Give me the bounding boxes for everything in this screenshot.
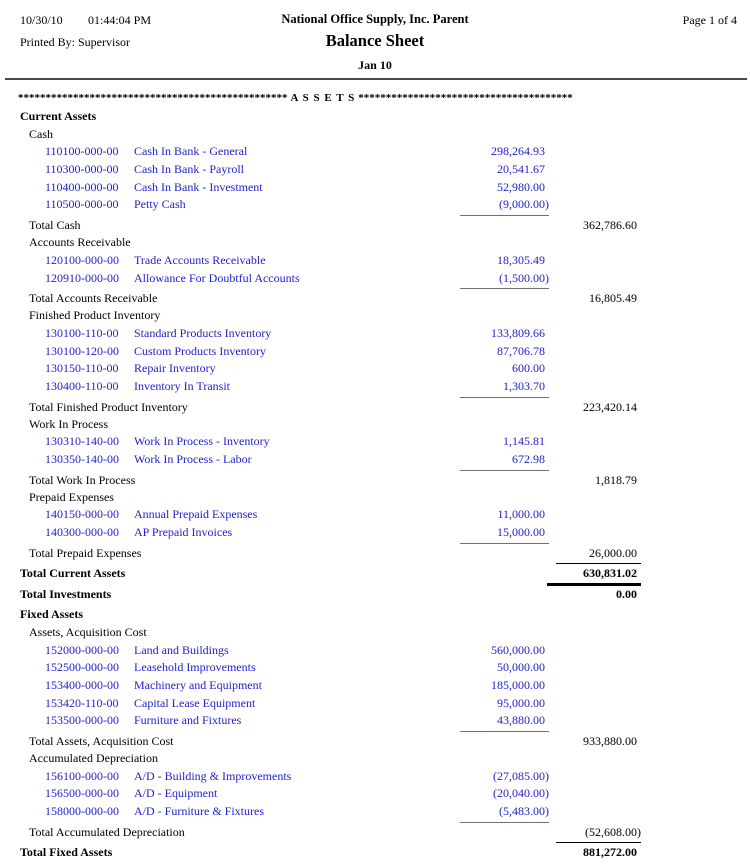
row-amount: 362,786.60: [583, 218, 637, 233]
row-amount: 26,000.00: [589, 545, 637, 560]
account-description: Petty Cash: [134, 197, 186, 212]
account-description: Cash In Bank - General: [134, 144, 248, 159]
account-description: Standard Products Inventory: [134, 325, 272, 340]
account-row: [0, 325, 750, 343]
rule-line: [460, 822, 549, 823]
report-rows: [0, 108, 750, 861]
row-label: Total Cash: [29, 218, 81, 233]
grandtotal-row: [0, 844, 750, 862]
account-description: Leasehold Improvements: [134, 660, 256, 675]
row-amount: 630,831.02: [583, 565, 637, 580]
subsection-header-row: [0, 624, 750, 642]
row-label: Current Assets: [20, 109, 97, 123]
account-row: [0, 677, 750, 695]
account-amount: 1,145.81: [503, 434, 545, 449]
account-row: [0, 343, 750, 361]
account-description: Custom Products Inventory: [134, 343, 266, 358]
banner-right-stars: ***************************************: [358, 92, 573, 104]
account-number: 158000-000-00: [45, 804, 119, 818]
account-description: Allowance For Doubtful Accounts: [134, 270, 300, 285]
account-row: [0, 524, 750, 542]
report-period: Jan 10: [358, 58, 392, 72]
row-label: Total Accumulated Depreciation: [29, 824, 185, 839]
account-row: [0, 433, 750, 451]
account-amount: 18,305.49: [497, 252, 545, 267]
account-row: [0, 378, 750, 396]
account-row: [0, 785, 750, 803]
row-label: Work In Process: [29, 416, 109, 431]
account-number: 120100-000-00: [45, 252, 119, 267]
account-amount: (20,040.00): [493, 786, 549, 801]
account-number: 130310-140-00: [45, 434, 119, 449]
subtotal-row: [0, 290, 750, 307]
account-row: [0, 196, 750, 214]
section-header-row: [0, 108, 750, 126]
report-date: 10/30/10: [20, 13, 63, 27]
assets-banner-label: A S S E T S: [290, 92, 356, 104]
subsection-header-row: [0, 126, 750, 144]
row-amount: 933,880.00: [583, 733, 637, 748]
account-number: 152500-000-00: [45, 660, 119, 675]
account-description: A/D - Building & Improvements: [134, 768, 292, 783]
account-description: AP Prepaid Invoices: [134, 525, 233, 540]
row-label: Total Current Assets: [20, 565, 126, 580]
row-label: Total Fixed Assets: [20, 844, 113, 859]
account-number: 152000-000-00: [45, 642, 119, 657]
account-amount: (9,000.00): [499, 197, 549, 212]
account-description: Capital Lease Equipment: [134, 695, 256, 710]
account-number: 110500-000-00: [45, 197, 119, 212]
page-indicator: Page 1 of 4: [682, 13, 737, 27]
account-amount: 600.00: [512, 361, 545, 376]
account-number: 153500-000-00: [45, 713, 119, 728]
account-row: [0, 712, 750, 730]
subsection-header-row: [0, 307, 750, 325]
row-label: Fixed Assets: [20, 607, 83, 622]
account-amount: 52,980.00: [497, 179, 545, 194]
assets-section-banner: [18, 91, 750, 105]
account-description: Trade Accounts Receivable: [134, 252, 266, 267]
account-description: A/D - Furniture & Fixtures: [134, 804, 264, 818]
account-number: 110400-000-00: [45, 179, 119, 194]
account-description: Annual Prepaid Expenses: [134, 507, 258, 522]
account-description: Furniture and Fixtures: [134, 713, 242, 728]
account-row: [0, 803, 750, 821]
row-amount: 16,805.49: [589, 291, 637, 306]
account-amount: 298,264.93: [491, 144, 545, 159]
account-row: [0, 451, 750, 469]
section-header-row: [0, 606, 750, 624]
report-title: Balance Sheet: [325, 31, 425, 50]
rule-line: [460, 731, 549, 732]
account-number: 110100-000-00: [45, 144, 119, 159]
account-amount: 20,541.67: [497, 162, 545, 177]
subtotal-row: [0, 545, 750, 562]
subsection-header-row: [0, 234, 750, 252]
account-amount: 560,000.00: [491, 642, 545, 657]
row-label: Accounts Receivable: [29, 235, 131, 250]
row-label: Accumulated Depreciation: [29, 750, 158, 765]
subtotal-row: [0, 733, 750, 750]
subtotal-row: [0, 472, 750, 489]
rule-line: [460, 288, 549, 289]
account-description: Work In Process - Labor: [134, 452, 252, 466]
row-amount: 0.00: [616, 587, 637, 602]
account-description: A/D - Equipment: [134, 786, 218, 801]
account-description: Cash In Bank - Payroll: [134, 162, 244, 177]
rule-line: [556, 842, 641, 843]
account-row: [0, 695, 750, 713]
account-row: [0, 179, 750, 197]
account-amount: 15,000.00: [497, 525, 545, 540]
account-amount: 1,303.70: [503, 378, 545, 393]
account-amount: 43,880.00: [497, 713, 545, 728]
account-description: Work In Process - Inventory: [134, 434, 270, 449]
row-amount: 881,272.00: [583, 844, 637, 859]
rule-line: [460, 397, 549, 398]
account-number: 130400-110-00: [45, 378, 119, 393]
account-amount: (27,085.00): [493, 768, 549, 783]
report-time: 01:44:04 PM: [88, 13, 152, 27]
row-label: Cash: [29, 126, 53, 141]
row-label: Total Assets, Acquisition Cost: [29, 733, 174, 748]
report-body: [0, 91, 750, 861]
rule-line: [460, 215, 549, 216]
row-label: Total Prepaid Expenses: [29, 545, 142, 560]
grandtotal-row: [0, 586, 750, 604]
subsection-header-row: [0, 489, 750, 507]
row-amount: 1,818.79: [595, 472, 637, 487]
account-number: 130100-120-00: [45, 343, 119, 358]
account-description: Inventory In Transit: [134, 378, 230, 393]
subsection-header-row: [0, 750, 750, 768]
header-rule: [5, 78, 747, 80]
grandtotal-row: [0, 565, 750, 583]
account-amount: 95,000.00: [497, 695, 545, 710]
rule-line: [556, 563, 641, 564]
row-amount: 223,420.14: [583, 399, 637, 414]
rule-line: [460, 470, 549, 471]
subtotal-row: [0, 217, 750, 234]
account-row: [0, 768, 750, 786]
account-row: [0, 252, 750, 270]
account-row: [0, 659, 750, 677]
account-amount: 185,000.00: [491, 677, 545, 692]
account-number: 110300-000-00: [45, 162, 119, 177]
account-number: 153420-110-00: [45, 695, 119, 710]
account-row: [0, 642, 750, 660]
account-description: Cash In Bank - Investment: [134, 179, 263, 194]
account-row: [0, 143, 750, 161]
account-amount: 133,809.66: [491, 325, 545, 340]
account-number: 153400-000-00: [45, 677, 119, 692]
company-name: National Office Supply, Inc. Parent: [281, 12, 469, 26]
account-number: 130150-110-00: [45, 361, 119, 376]
account-amount: 50,000.00: [497, 660, 545, 675]
account-number: 156500-000-00: [45, 786, 119, 801]
row-label: Finished Product Inventory: [29, 308, 161, 323]
account-amount: (5,483.00): [499, 804, 549, 818]
account-number: 130350-140-00: [45, 452, 119, 466]
rule-line: [460, 543, 549, 544]
account-number: 140150-000-00: [45, 507, 119, 522]
account-amount: 11,000.00: [497, 507, 545, 522]
account-number: 120910-000-00: [45, 270, 119, 285]
row-label: Total Work In Process: [29, 472, 136, 487]
account-description: Land and Buildings: [134, 642, 229, 657]
account-amount: (1,500.00): [499, 270, 549, 285]
row-label: Total Accounts Receivable: [29, 291, 158, 306]
printed-by: Printed By: Supervisor: [20, 35, 130, 49]
account-description: Repair Inventory: [134, 361, 216, 376]
row-label: Total Finished Product Inventory: [29, 399, 188, 414]
account-description: Machinery and Equipment: [134, 677, 262, 692]
subtotal-row: [0, 824, 750, 841]
subsection-header-row: [0, 416, 750, 434]
account-number: 130100-110-00: [45, 325, 119, 340]
row-label: Total Investments: [20, 587, 112, 602]
account-row: [0, 270, 750, 288]
account-amount: 87,706.78: [497, 343, 545, 358]
row-label: Assets, Acquisition Cost: [29, 624, 147, 639]
account-row: [0, 506, 750, 524]
row-label: Prepaid Expenses: [29, 489, 114, 504]
row-amount: (52,608.00): [585, 824, 641, 839]
account-amount: 672.98: [512, 452, 545, 466]
subtotal-row: [0, 399, 750, 416]
banner-left-stars: *************************************************: [18, 92, 288, 104]
account-number: 156100-000-00: [45, 768, 119, 783]
account-row: [0, 360, 750, 378]
account-row: [0, 161, 750, 179]
account-number: 140300-000-00: [45, 525, 119, 540]
